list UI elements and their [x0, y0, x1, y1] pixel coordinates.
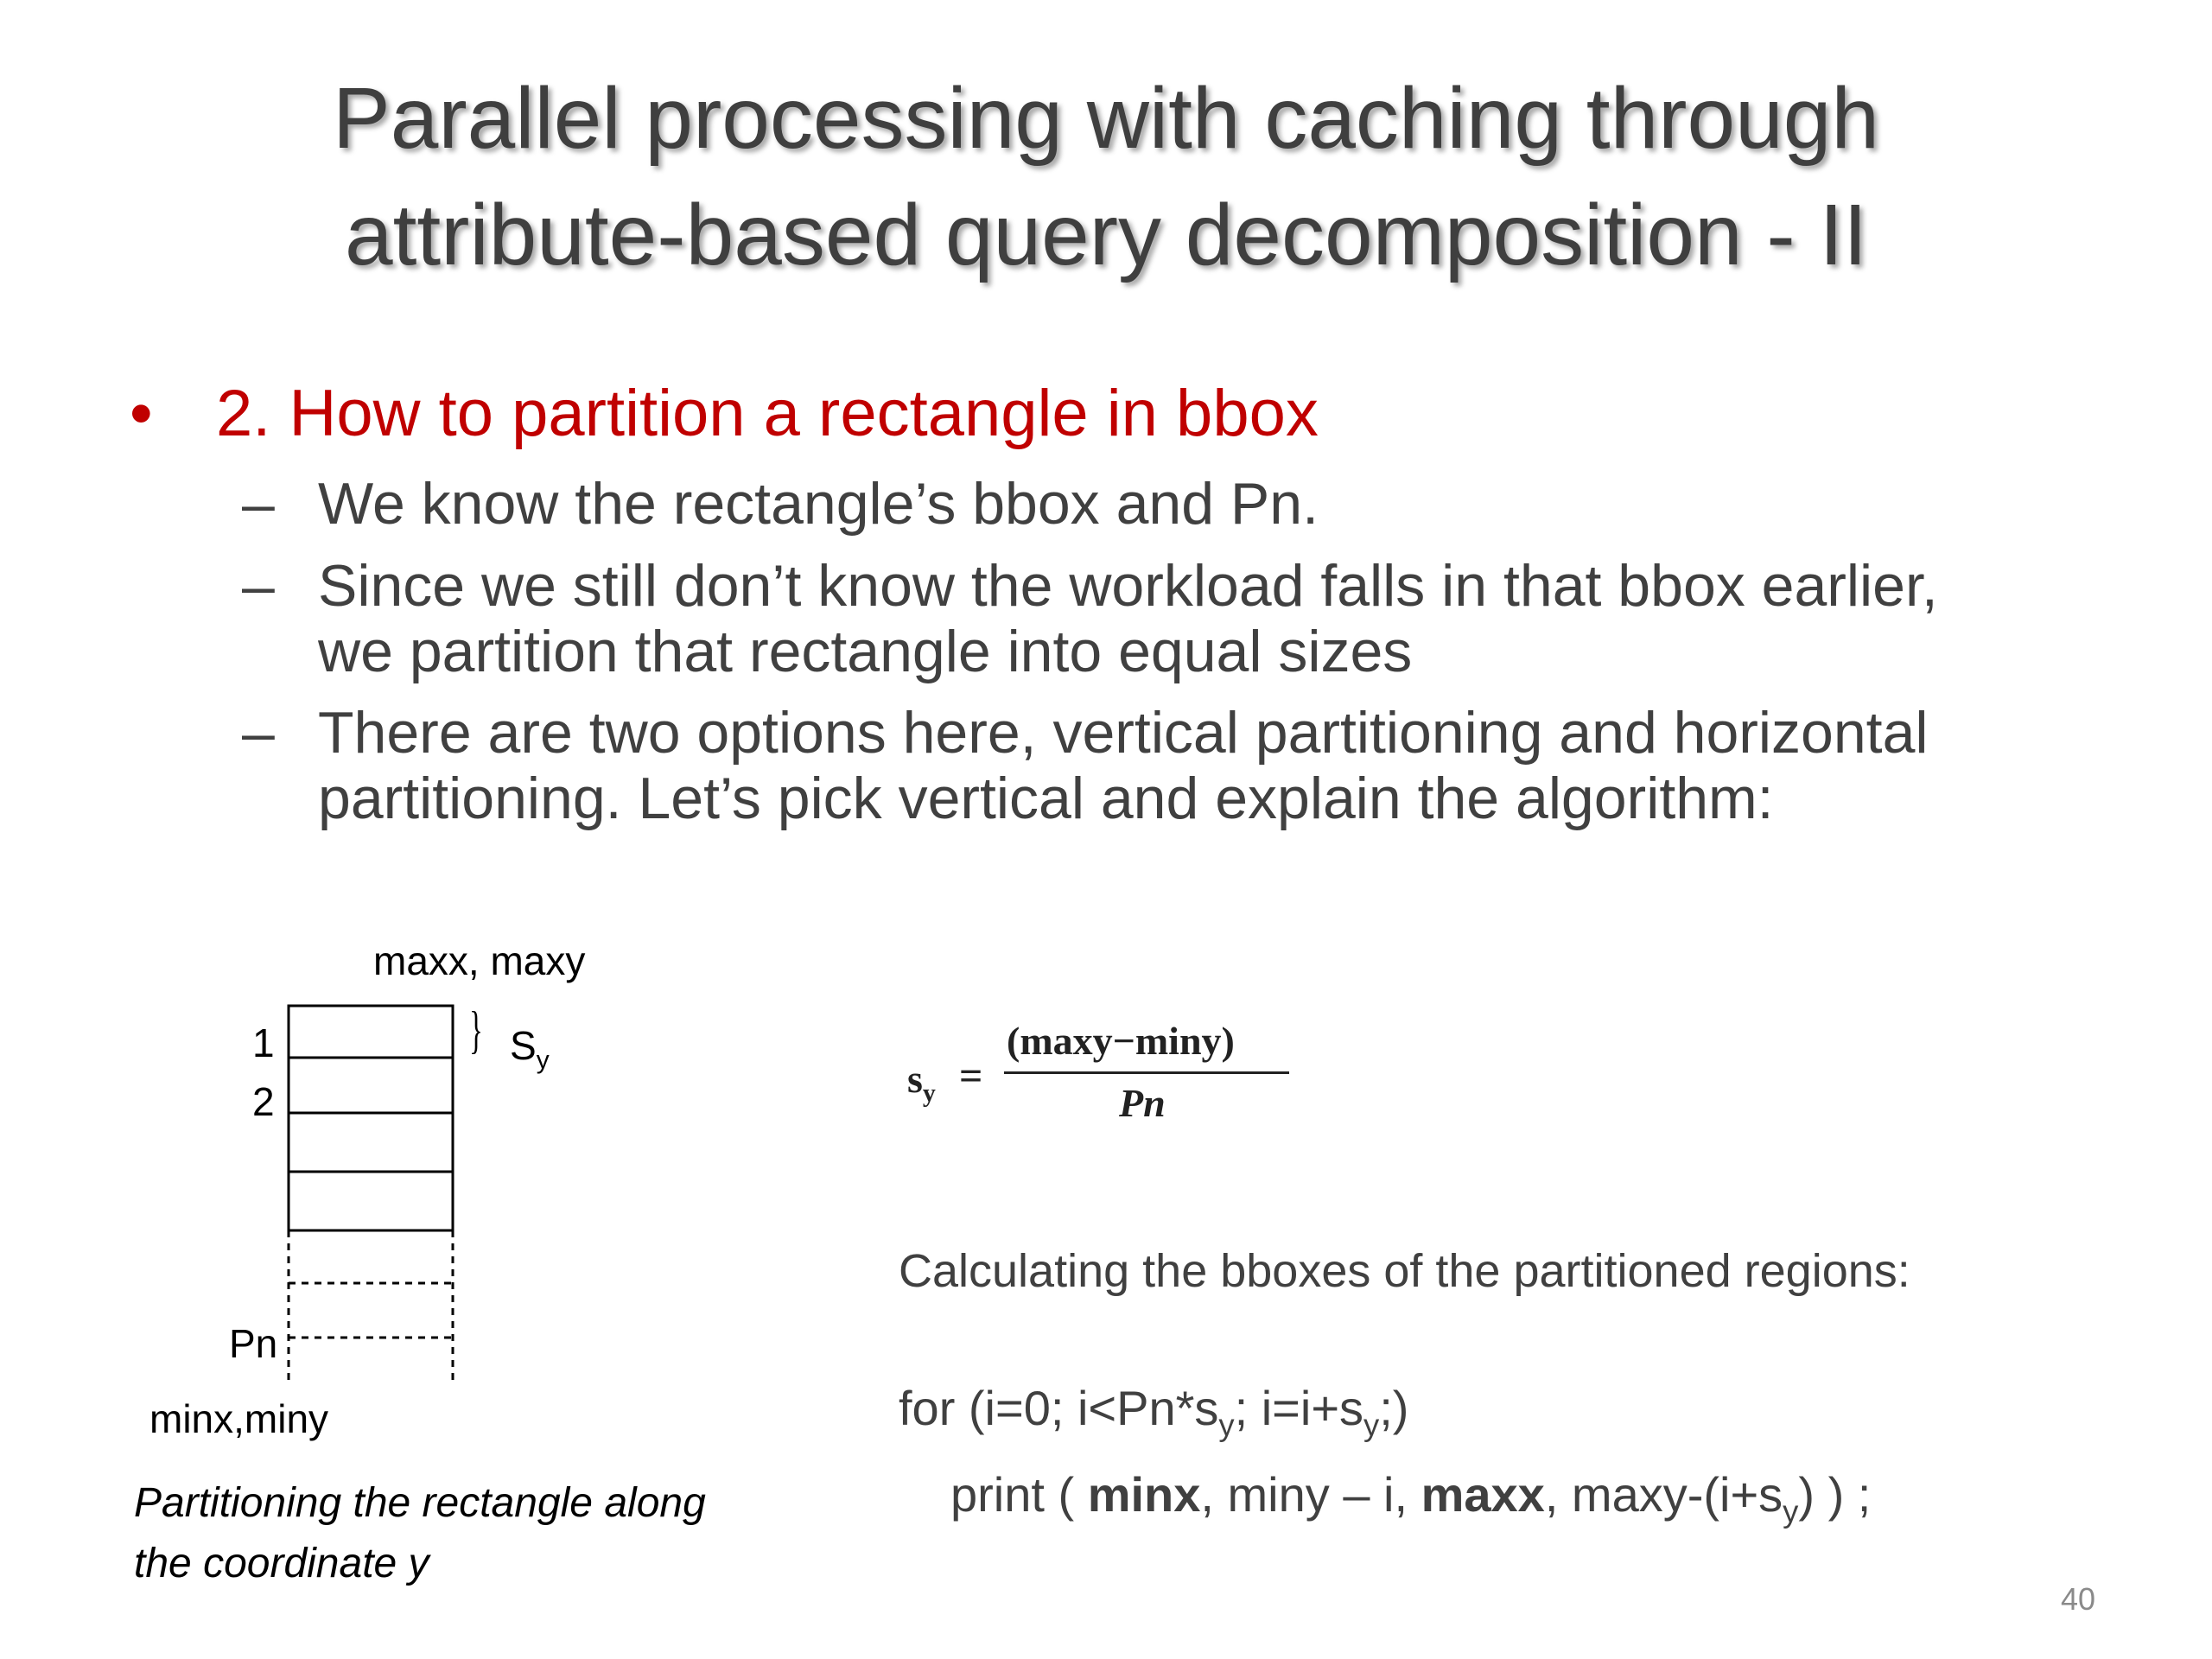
caption-line-2: the coordinate y [134, 1541, 429, 1586]
caption-line-1: Partitioning the rectangle along [134, 1480, 706, 1526]
page-number: 40 [2061, 1581, 2096, 1617]
formula-numerator: (maxy−miny) [1007, 1019, 1235, 1063]
bullet-marker: • [130, 377, 153, 450]
bullet-text: 2. How to partition a rectangle in bbox [216, 377, 1319, 450]
sub-bullet-dash: – [242, 553, 275, 619]
code-line-for: for (i=0; $i<Pn*s_y$; $i=i+s_y$;) [899, 1381, 1409, 1443]
diagram-caption [134, 1473, 706, 1594]
formula-denominator: Pn [1119, 1081, 1166, 1125]
formula-lhs: $s_y$ [907, 1057, 936, 1108]
pn-label: Pn [229, 1321, 278, 1366]
row-2-label: 2 [252, 1079, 275, 1124]
sub-bullet-dash: – [242, 700, 275, 766]
code-line-print: print ( minx, miny – i, maxx, maxy-$(i+s_y)$ ) ; [950, 1466, 1872, 1529]
row-1-label: 1 [252, 1020, 275, 1065]
calc-heading: Calculating the bboxes of the partitioned regions: [899, 1245, 1910, 1297]
slide-title [0, 60, 2212, 294]
sub-bullet-2-line-1: Since we still don’t know the workload falls in that bbox earlier, [318, 553, 1938, 619]
diagram-top-label: maxx, maxy [373, 938, 586, 983]
sub-bullet-dash: – [242, 471, 275, 537]
sub-bullet-3-line-1: There are two options here, vertical partitioning and horizontal [318, 700, 1929, 766]
sy-label: $S_y$ [510, 1023, 550, 1075]
fraction-bar [1004, 1071, 1289, 1074]
title-line-1: Parallel processing with caching through [333, 70, 1879, 167]
formula-equals: = [959, 1053, 983, 1099]
code-block [899, 1374, 1871, 1546]
diagram-bottom-label: minx,miny [149, 1396, 329, 1441]
title-line-2: attribute-based query decomposition - II [344, 187, 1868, 283]
sub-bullet-1-text: We know the rectangle’s bbox and Pn. [318, 471, 1319, 537]
brace-glyph: } [469, 1001, 483, 1058]
sub-bullet-2-line-2: we partition that rectangle into equal sizes [318, 619, 1413, 684]
sub-bullet-3-line-2: partitioning. Let’s pick vertical and explain the algorithm: [318, 766, 1774, 831]
partition-diagram-body [285, 1002, 458, 1382]
